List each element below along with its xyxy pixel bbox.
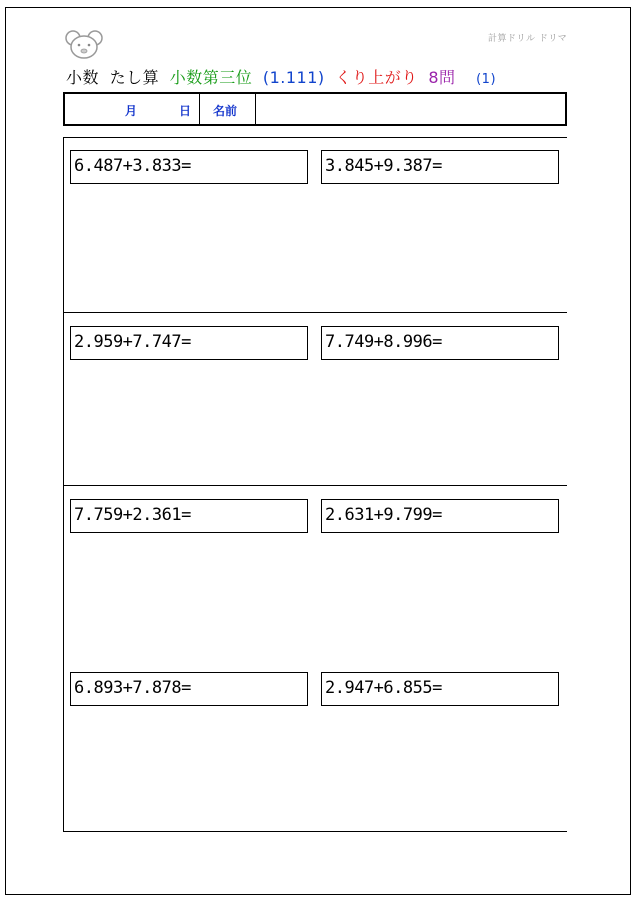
title-example: (1.111) <box>262 68 325 87</box>
brand-text: 計算ドリル ドリマ <box>488 34 568 44</box>
title-carry: くり上がり <box>335 68 418 87</box>
title-addition: たし算 <box>109 68 160 87</box>
problem-1: 6.487+3.833= <box>70 150 308 184</box>
divider <box>199 94 200 124</box>
day-label: 日 <box>179 104 192 118</box>
problem-6: 2.631+9.799= <box>321 499 559 533</box>
name-label: 名前 <box>213 104 238 118</box>
title-third-place: 小数第三位 <box>169 68 253 87</box>
worksheet-title <box>66 65 501 88</box>
problem-5: 7.759+2.361= <box>70 499 308 533</box>
title-sheet-number: (1) <box>476 72 497 87</box>
problem-2: 3.845+9.387= <box>321 150 559 184</box>
problem-area <box>63 137 567 832</box>
divider <box>255 94 256 124</box>
row-divider <box>64 312 567 313</box>
problem-7: 6.893+7.878= <box>70 672 308 706</box>
mouse-logo-icon <box>64 28 104 62</box>
month-label: 月 <box>125 104 138 118</box>
row-divider <box>64 485 567 486</box>
title-count: 8問 <box>428 68 456 87</box>
problem-4: 7.749+8.996= <box>321 326 559 360</box>
title-decimal: 小数 <box>66 68 100 87</box>
problem-8: 2.947+6.855= <box>321 672 559 706</box>
name-date-bar <box>63 92 567 126</box>
problem-3: 2.959+7.747= <box>70 326 308 360</box>
